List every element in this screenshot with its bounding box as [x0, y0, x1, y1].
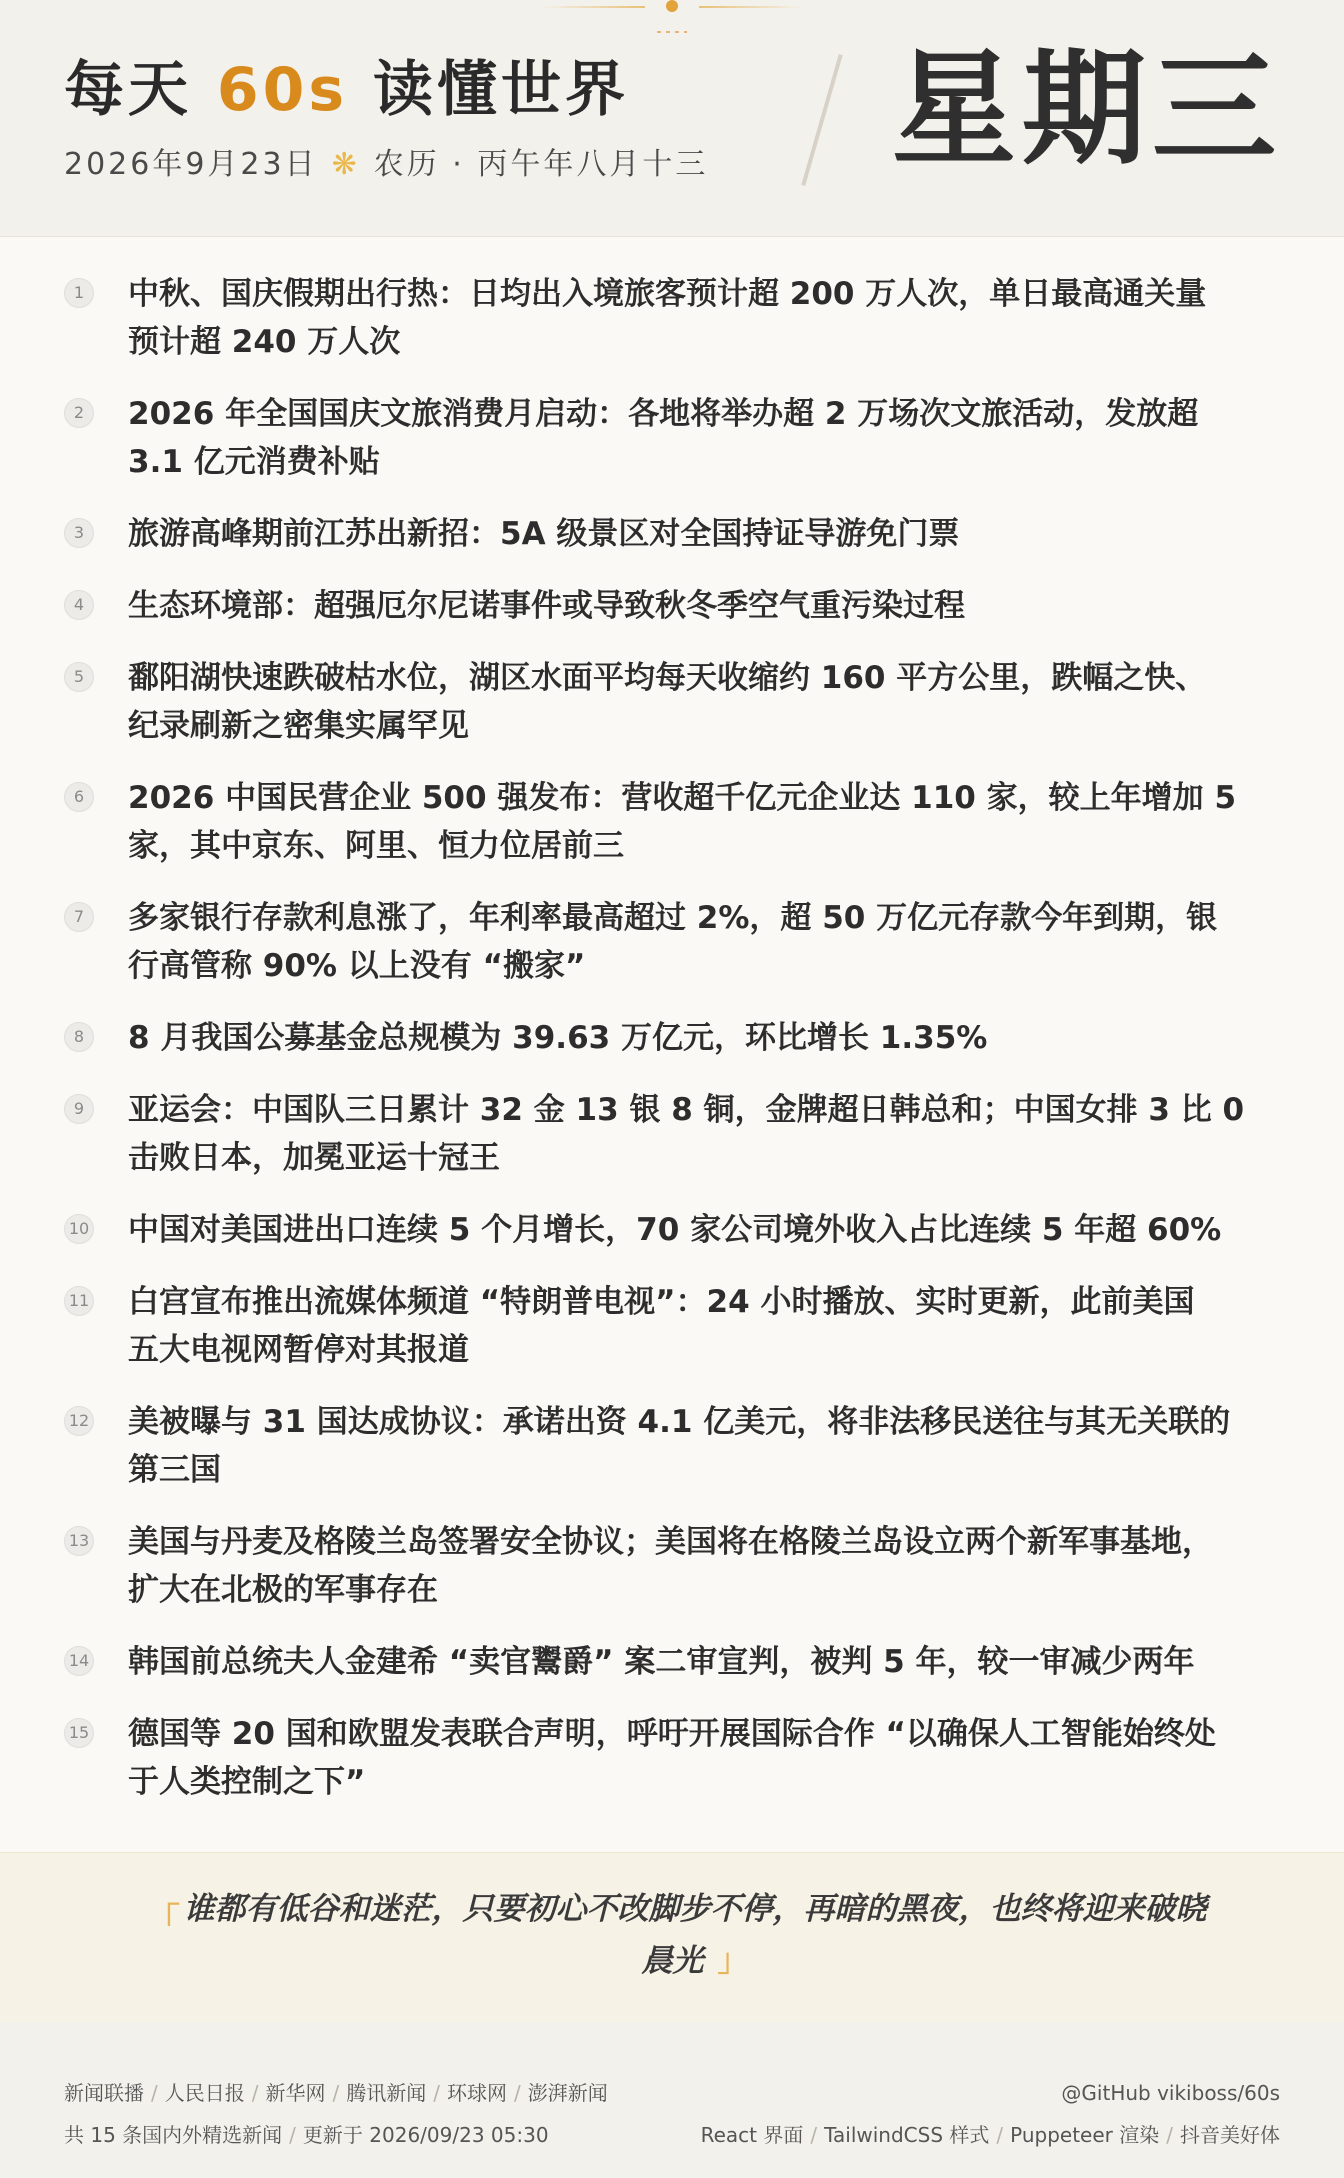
news-line: 五大电视网暂停对其报道: [128, 1332, 469, 1368]
news-line: 生态环境部：超强厄尔尼诺事件或导致秋冬季空气重污染过程: [128, 588, 965, 624]
news-line: 美国与丹麦及格陵兰岛签署安全协议；美国将在格陵兰岛设立两个新军事基地，: [128, 1524, 1213, 1560]
news-text: [128, 582, 1288, 630]
quote-box: [0, 1852, 1344, 2024]
news-text: [128, 270, 1288, 366]
news-line: 白宫宣布推出流媒体频道 “特朗普电视”：24 小时播放、实时更新，此前美国: [128, 1284, 1195, 1320]
news-number-badge: 7: [64, 902, 94, 932]
news-item: [0, 1278, 1344, 1374]
news-text: [128, 1278, 1288, 1374]
quote-open-mark: 「: [146, 1901, 180, 1941]
source-list: [64, 2078, 608, 2108]
tech-credit: 抖音美好体: [1180, 2123, 1280, 2147]
news-line: 美被曝与 31 国达成协议：承诺出资 4.1 亿美元，将非法移民送往与其无关联的: [128, 1404, 1231, 1440]
news-line: 击败日本，加冕亚运十冠王: [128, 1140, 500, 1176]
news-item: [0, 510, 1344, 558]
separator: /: [810, 2123, 818, 2147]
tech-credit: React 界面: [700, 2123, 804, 2147]
news-number-badge: 8: [64, 1022, 94, 1052]
gregorian-date: 2026年9月23日: [64, 147, 318, 182]
news-text: [128, 654, 1288, 750]
news-number-badge: 6: [64, 782, 94, 812]
source-link[interactable]: 新华网: [265, 2081, 326, 2105]
news-text: [128, 1086, 1288, 1182]
quote-line-2-text: 晨光: [641, 1943, 704, 1979]
footer: [0, 2022, 1344, 2178]
news-line: 扩大在北极的军事存在: [128, 1572, 438, 1608]
update-time: 更新于 2026/09/23 05:30: [302, 2123, 549, 2147]
news-line: 2026 中国民营企业 500 强发布：营收超千亿元企业达 110 家，较上年增加 5: [128, 780, 1237, 816]
source-link[interactable]: 环球网: [447, 2081, 507, 2105]
news-item: [0, 390, 1344, 486]
news-line: 行高管称 90% 以上没有 “搬家”: [128, 948, 586, 984]
news-text: [128, 1014, 1288, 1062]
title-accent: 60s: [216, 55, 349, 125]
news-number-badge: 5: [64, 662, 94, 692]
news-number-badge: 1: [64, 278, 94, 308]
news-item: [0, 582, 1344, 630]
news-number-badge: 10: [64, 1214, 94, 1244]
news-line: 德国等 20 国和欧盟发表联合声明，呼吁开展国际合作 “以确保人工智能始终处: [128, 1716, 1216, 1752]
separator: /: [514, 2081, 521, 2105]
tech-credits: [701, 2120, 1280, 2150]
news-number-badge: 4: [64, 590, 94, 620]
news-line: 中秋、国庆假期出行热：日均出入境旅客预计超 200 万人次，单日最高通关量: [128, 276, 1207, 312]
flower-icon: ❋: [331, 147, 360, 182]
news-number-badge: 13: [64, 1526, 94, 1556]
news-line: 旅游高峰期前江苏出新招：5A 级景区对全国持证导游免门票: [128, 516, 960, 552]
news-item: [0, 270, 1344, 366]
news-text: [128, 510, 1288, 558]
news-text: [128, 390, 1288, 486]
news-item: [0, 1206, 1344, 1254]
news-line: 预计超 240 万人次: [128, 324, 401, 360]
separator: /: [996, 2123, 1004, 2147]
separator: /: [289, 2123, 296, 2147]
news-line: 3.1 亿元消费补贴: [128, 444, 380, 480]
news-item: [0, 774, 1344, 870]
ornament-line-right: [699, 6, 804, 8]
news-number-badge: 12: [64, 1406, 94, 1436]
news-line: 2026 年全国国庆文旅消费月启动：各地将举办超 2 万场次文旅活动，发放超: [128, 396, 1199, 432]
news-number-badge: 11: [64, 1286, 94, 1316]
news-text: [128, 894, 1288, 990]
ornament-dot-icon: [666, 0, 678, 12]
source-link[interactable]: 澎湃新闻: [527, 2081, 608, 2105]
news-number-badge: 2: [64, 398, 94, 428]
news-line: 家，其中京东、阿里、恒力位居前三: [128, 828, 624, 864]
news-text: [128, 1206, 1288, 1254]
news-line: 纪录刷新之密集实属罕见: [128, 708, 469, 744]
source-link[interactable]: 新闻联播: [64, 2081, 144, 2105]
separator: /: [251, 2081, 259, 2105]
news-number-badge: 3: [64, 518, 94, 548]
separator: /: [1166, 2123, 1173, 2147]
ornament-line-left: [540, 6, 645, 8]
news-line: 8 月我国公募基金总规模为 39.63 万亿元，环比增长 1.35%: [128, 1020, 988, 1056]
news-line: 第三国: [128, 1452, 221, 1488]
news-line: 于人类控制之下”: [128, 1764, 366, 1800]
news-number-badge: 14: [64, 1646, 94, 1676]
repo-link[interactable]: @GitHub vikiboss/60s: [1061, 2081, 1280, 2105]
news-item: [0, 1086, 1344, 1182]
footer-meta: [64, 2120, 549, 2150]
news-text: [128, 1638, 1288, 1686]
top-ornament: [540, 0, 804, 40]
news-item: [0, 894, 1344, 990]
news-text: [128, 1518, 1288, 1614]
news-line: 多家银行存款利息涨了，年利率最高超过 2%，超 50 万亿元存款今年到期，银: [128, 900, 1218, 936]
lunar-date: 农历 · 丙午年八月十三: [373, 147, 709, 182]
quote-line-2: [150, 1935, 1240, 1987]
page-title: [64, 50, 629, 130]
news-item: [0, 1518, 1344, 1614]
news-line: 鄱阳湖快速跌破枯水位，湖区水面平均每天收缩约 160 平方公里，跌幅之快、: [128, 660, 1207, 696]
title-suffix: 读懂世界: [373, 55, 629, 125]
news-text: [128, 774, 1288, 870]
news-line: 韩国前总统夫人金建希 “卖官鬻爵” 案二审宣判，被判 5 年，较一审减少两年: [128, 1644, 1195, 1680]
news-number-badge: 15: [64, 1718, 94, 1748]
news-text: [128, 1710, 1288, 1806]
source-link[interactable]: 腾讯新闻: [346, 2081, 427, 2105]
source-link[interactable]: 人民日报: [164, 2081, 245, 2105]
news-item: [0, 1014, 1344, 1062]
news-item: [0, 654, 1344, 750]
news-text: [128, 1398, 1288, 1494]
news-line: 中国对美国进出口连续 5 个月增长，70 家公司境外收入占比连续 5 年超 60%: [128, 1212, 1222, 1248]
news-number-badge: 9: [64, 1094, 94, 1124]
news-line: 亚运会：中国队三日累计 32 金 13 银 8 铜，金牌超日韩总和；中国女排 3 比 0: [128, 1092, 1245, 1128]
tech-credit: TailwindCSS 样式: [824, 2123, 990, 2147]
separator: /: [433, 2081, 440, 2105]
weekday: 星期三: [892, 38, 1283, 182]
news-item: [0, 1638, 1344, 1686]
news-item: [0, 1710, 1344, 1806]
quote-line-1: 谁都有低谷和迷茫，只要初心不改脚步不停，再暗的黑夜，也终将迎来破晓: [183, 1891, 1207, 1927]
news-count: 共 15 条国内外精选新闻: [64, 2123, 283, 2147]
ornament-dash: [657, 31, 687, 33]
header: [0, 0, 1344, 237]
tech-credit: Puppeteer 渲染: [1010, 2123, 1160, 2147]
title-prefix: 每天: [64, 55, 192, 125]
date-line: [64, 142, 708, 188]
header-divider: [801, 54, 842, 186]
separator: /: [332, 2081, 340, 2105]
news-item: [0, 1398, 1344, 1494]
quote-close-mark: 」: [717, 1943, 749, 1979]
quote-text: [150, 1883, 1240, 1987]
separator: /: [151, 2081, 158, 2105]
